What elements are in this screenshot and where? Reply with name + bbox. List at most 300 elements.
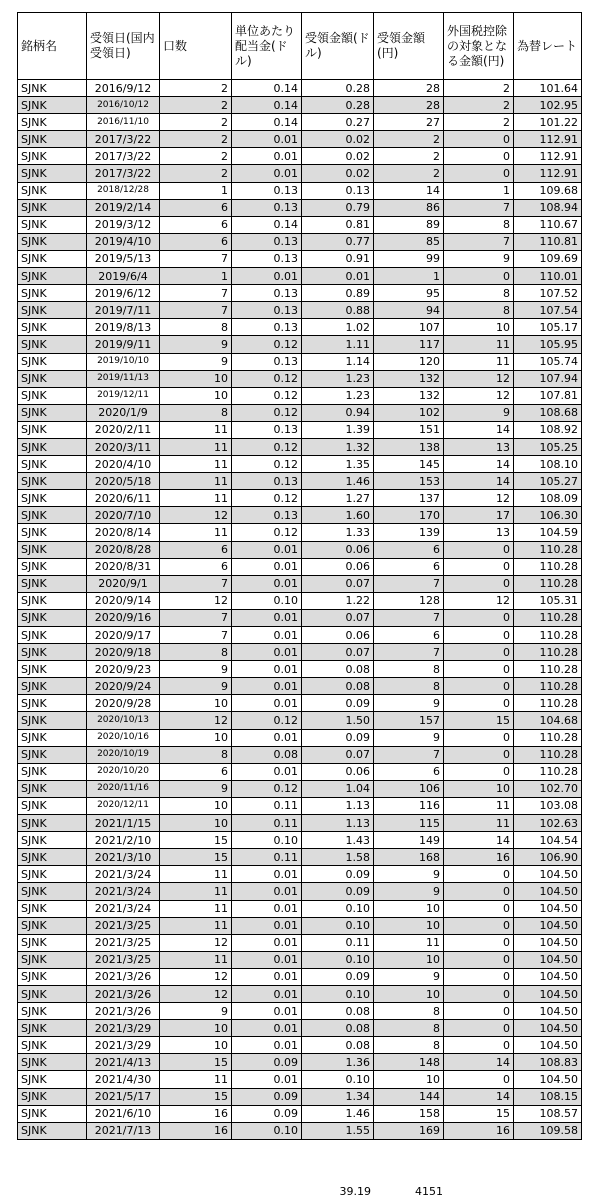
cell-foreign-tax-credit: 0 (444, 934, 514, 951)
table-row (18, 695, 582, 712)
cell-amount-jpy: 8 (374, 1003, 444, 1020)
cell-dividend-per-unit: 0.01 (232, 661, 302, 678)
cell-units: 11 (160, 917, 232, 934)
cell-stock-name: SJNK (18, 934, 87, 951)
cell-receipt-date: 2020/9/16 (87, 609, 160, 626)
table-row (18, 934, 582, 951)
cell-amount-jpy: 115 (374, 815, 444, 832)
cell-stock-name: SJNK (18, 780, 87, 797)
cell-units: 12 (160, 968, 232, 985)
cell-amount-jpy: 157 (374, 712, 444, 729)
cell-amount-usd: 0.81 (302, 216, 374, 233)
cell-amount-jpy: 14 (374, 182, 444, 199)
cell-exchange-rate: 110.28 (514, 763, 582, 780)
cell-amount-usd: 1.33 (302, 524, 374, 541)
table-row (18, 763, 582, 780)
cell-receipt-date: 2020/6/11 (87, 490, 160, 507)
table-row (18, 302, 582, 319)
cell-stock-name: SJNK (18, 97, 87, 114)
cell-foreign-tax-credit: 0 (444, 746, 514, 763)
cell-exchange-rate: 103.08 (514, 797, 582, 814)
cell-amount-jpy: 132 (374, 387, 444, 404)
table-row (18, 114, 582, 131)
cell-exchange-rate: 105.25 (514, 438, 582, 455)
cell-exchange-rate: 104.50 (514, 866, 582, 883)
cell-amount-jpy: 6 (374, 627, 444, 644)
cell-receipt-date: 2019/6/4 (87, 268, 160, 285)
cell-foreign-tax-credit: 14 (444, 1088, 514, 1105)
cell-exchange-rate: 110.81 (514, 233, 582, 250)
header-receipt-date: 受領日(国内受領日) (87, 13, 160, 80)
cell-amount-usd: 1.36 (302, 1054, 374, 1071)
cell-foreign-tax-credit: 0 (444, 575, 514, 592)
cell-units: 1 (160, 268, 232, 285)
cell-units: 15 (160, 1088, 232, 1105)
cell-dividend-per-unit: 0.01 (232, 575, 302, 592)
cell-receipt-date: 2021/3/25 (87, 951, 160, 968)
cell-units: 16 (160, 1105, 232, 1122)
cell-exchange-rate: 107.52 (514, 285, 582, 302)
cell-dividend-per-unit: 0.11 (232, 815, 302, 832)
cell-dividend-per-unit: 0.12 (232, 336, 302, 353)
cell-stock-name: SJNK (18, 729, 87, 746)
cell-foreign-tax-credit: 7 (444, 233, 514, 250)
cell-stock-name: SJNK (18, 712, 87, 729)
cell-foreign-tax-credit: 1 (444, 182, 514, 199)
cell-stock-name: SJNK (18, 199, 87, 216)
cell-receipt-date: 2021/3/24 (87, 883, 160, 900)
cell-receipt-date: 2021/3/29 (87, 1020, 160, 1037)
cell-foreign-tax-credit: 0 (444, 900, 514, 917)
cell-units: 9 (160, 780, 232, 797)
cell-units: 10 (160, 695, 232, 712)
cell-amount-usd: 0.07 (302, 575, 374, 592)
cell-stock-name: SJNK (18, 1054, 87, 1071)
cell-amount-jpy: 10 (374, 900, 444, 917)
cell-amount-jpy: 158 (374, 1105, 444, 1122)
table-row (18, 661, 582, 678)
cell-receipt-date: 2021/1/15 (87, 815, 160, 832)
cell-dividend-per-unit: 0.13 (232, 319, 302, 336)
cell-foreign-tax-credit: 11 (444, 797, 514, 814)
cell-receipt-date: 2021/3/26 (87, 968, 160, 985)
cell-dividend-per-unit: 0.01 (232, 541, 302, 558)
cell-amount-usd: 1.27 (302, 490, 374, 507)
cell-exchange-rate: 104.50 (514, 985, 582, 1002)
total-amount-usd: 39.19 (339, 1185, 371, 1198)
cell-stock-name: SJNK (18, 1003, 87, 1020)
table-row (18, 780, 582, 797)
cell-units: 10 (160, 729, 232, 746)
cell-receipt-date: 2021/4/13 (87, 1054, 160, 1071)
cell-dividend-per-unit: 0.12 (232, 387, 302, 404)
cell-amount-jpy: 85 (374, 233, 444, 250)
cell-amount-usd: 0.28 (302, 97, 374, 114)
cell-stock-name: SJNK (18, 1071, 87, 1088)
cell-exchange-rate: 110.28 (514, 729, 582, 746)
cell-receipt-date: 2020/10/19 (87, 746, 160, 763)
cell-dividend-per-unit: 0.01 (232, 866, 302, 883)
cell-units: 11 (160, 490, 232, 507)
cell-dividend-per-unit: 0.09 (232, 1105, 302, 1122)
cell-foreign-tax-credit: 0 (444, 866, 514, 883)
header-amount-jpy: 受領金額(円) (374, 13, 444, 80)
cell-exchange-rate: 110.28 (514, 695, 582, 712)
table-row (18, 1054, 582, 1071)
table-row (18, 678, 582, 695)
cell-units: 12 (160, 507, 232, 524)
cell-amount-jpy: 10 (374, 1071, 444, 1088)
cell-exchange-rate: 104.50 (514, 917, 582, 934)
cell-units: 7 (160, 575, 232, 592)
cell-stock-name: SJNK (18, 558, 87, 575)
cell-foreign-tax-credit: 0 (444, 678, 514, 695)
cell-amount-jpy: 116 (374, 797, 444, 814)
table-row (18, 387, 582, 404)
cell-receipt-date: 2021/6/10 (87, 1105, 160, 1122)
cell-receipt-date: 2020/9/1 (87, 575, 160, 592)
cell-receipt-date: 2019/5/13 (87, 250, 160, 267)
cell-dividend-per-unit: 0.13 (232, 473, 302, 490)
cell-units: 7 (160, 627, 232, 644)
cell-units: 1 (160, 182, 232, 199)
cell-exchange-rate: 110.28 (514, 558, 582, 575)
cell-amount-usd: 0.08 (302, 1037, 374, 1054)
cell-amount-usd: 0.08 (302, 678, 374, 695)
cell-amount-jpy: 7 (374, 575, 444, 592)
cell-amount-usd: 1.04 (302, 780, 374, 797)
cell-foreign-tax-credit: 11 (444, 336, 514, 353)
cell-units: 9 (160, 661, 232, 678)
cell-stock-name: SJNK (18, 1037, 87, 1054)
cell-exchange-rate: 102.70 (514, 780, 582, 797)
cell-stock-name: SJNK (18, 951, 87, 968)
cell-units: 11 (160, 883, 232, 900)
cell-amount-usd: 0.13 (302, 182, 374, 199)
cell-stock-name: SJNK (18, 131, 87, 148)
cell-stock-name: SJNK (18, 832, 87, 849)
cell-amount-usd: 0.10 (302, 917, 374, 934)
cell-foreign-tax-credit: 2 (444, 97, 514, 114)
cell-receipt-date: 2019/12/11 (87, 387, 160, 404)
cell-receipt-date: 2020/9/17 (87, 627, 160, 644)
cell-amount-jpy: 8 (374, 678, 444, 695)
cell-units: 11 (160, 473, 232, 490)
cell-units: 10 (160, 1037, 232, 1054)
cell-stock-name: SJNK (18, 917, 87, 934)
cell-amount-usd: 1.32 (302, 438, 374, 455)
table-row (18, 438, 582, 455)
cell-exchange-rate: 109.58 (514, 1122, 582, 1139)
table-row (18, 832, 582, 849)
table-body (18, 80, 582, 1140)
cell-stock-name: SJNK (18, 285, 87, 302)
cell-units: 2 (160, 131, 232, 148)
cell-amount-jpy: 28 (374, 80, 444, 97)
table-row (18, 951, 582, 968)
cell-amount-jpy: 9 (374, 866, 444, 883)
cell-units: 6 (160, 558, 232, 575)
cell-receipt-date: 2020/8/28 (87, 541, 160, 558)
cell-units: 8 (160, 404, 232, 421)
cell-receipt-date: 2016/10/12 (87, 97, 160, 114)
cell-stock-name: SJNK (18, 592, 87, 609)
cell-amount-usd: 0.10 (302, 1071, 374, 1088)
table-row (18, 1037, 582, 1054)
cell-receipt-date: 2019/7/11 (87, 302, 160, 319)
cell-amount-usd: 0.88 (302, 302, 374, 319)
cell-amount-usd: 1.34 (302, 1088, 374, 1105)
cell-amount-usd: 1.46 (302, 473, 374, 490)
cell-amount-jpy: 8 (374, 1020, 444, 1037)
cell-receipt-date: 2021/3/29 (87, 1037, 160, 1054)
cell-dividend-per-unit: 0.01 (232, 678, 302, 695)
cell-amount-usd: 0.02 (302, 148, 374, 165)
cell-exchange-rate: 104.50 (514, 1037, 582, 1054)
cell-dividend-per-unit: 0.09 (232, 1054, 302, 1071)
cell-amount-usd: 1.60 (302, 507, 374, 524)
cell-stock-name: SJNK (18, 490, 87, 507)
cell-receipt-date: 2020/7/10 (87, 507, 160, 524)
cell-exchange-rate: 110.28 (514, 575, 582, 592)
cell-dividend-per-unit: 0.12 (232, 404, 302, 421)
table-row (18, 729, 582, 746)
cell-dividend-per-unit: 0.10 (232, 1122, 302, 1139)
cell-receipt-date: 2019/10/10 (87, 353, 160, 370)
cell-receipt-date: 2020/1/9 (87, 404, 160, 421)
header-dividend-per-unit: 単位あたり配当金(ドル) (232, 13, 302, 80)
cell-amount-jpy: 137 (374, 490, 444, 507)
table-row (18, 182, 582, 199)
header-units: 口数 (160, 13, 232, 80)
cell-units: 6 (160, 763, 232, 780)
cell-units: 7 (160, 285, 232, 302)
cell-dividend-per-unit: 0.12 (232, 370, 302, 387)
cell-exchange-rate: 104.50 (514, 883, 582, 900)
cell-foreign-tax-credit: 0 (444, 165, 514, 182)
cell-exchange-rate: 110.67 (514, 216, 582, 233)
cell-receipt-date: 2021/3/24 (87, 900, 160, 917)
cell-dividend-per-unit: 0.09 (232, 1088, 302, 1105)
cell-units: 15 (160, 849, 232, 866)
cell-stock-name: SJNK (18, 849, 87, 866)
cell-amount-jpy: 128 (374, 592, 444, 609)
cell-amount-jpy: 138 (374, 438, 444, 455)
cell-units: 11 (160, 866, 232, 883)
cell-foreign-tax-credit: 0 (444, 661, 514, 678)
cell-dividend-per-unit: 0.13 (232, 302, 302, 319)
cell-amount-jpy: 2 (374, 165, 444, 182)
table-row (18, 1122, 582, 1139)
cell-amount-jpy: 139 (374, 524, 444, 541)
cell-amount-usd: 1.35 (302, 456, 374, 473)
cell-receipt-date: 2019/6/12 (87, 285, 160, 302)
cell-stock-name: SJNK (18, 575, 87, 592)
cell-amount-jpy: 8 (374, 661, 444, 678)
cell-amount-jpy: 8 (374, 1037, 444, 1054)
cell-amount-jpy: 9 (374, 968, 444, 985)
cell-exchange-rate: 110.28 (514, 678, 582, 695)
cell-foreign-tax-credit: 0 (444, 695, 514, 712)
cell-units: 11 (160, 1071, 232, 1088)
table-row (18, 917, 582, 934)
table-row (18, 319, 582, 336)
cell-stock-name: SJNK (18, 985, 87, 1002)
cell-receipt-date: 2020/5/18 (87, 473, 160, 490)
cell-units: 10 (160, 1020, 232, 1037)
cell-amount-jpy: 10 (374, 985, 444, 1002)
cell-dividend-per-unit: 0.01 (232, 644, 302, 661)
cell-amount-jpy: 99 (374, 250, 444, 267)
cell-exchange-rate: 104.54 (514, 832, 582, 849)
cell-stock-name: SJNK (18, 797, 87, 814)
cell-receipt-date: 2019/9/11 (87, 336, 160, 353)
cell-amount-jpy: 9 (374, 695, 444, 712)
table-row (18, 97, 582, 114)
table-row (18, 199, 582, 216)
cell-stock-name: SJNK (18, 627, 87, 644)
cell-dividend-per-unit: 0.12 (232, 456, 302, 473)
cell-amount-jpy: 7 (374, 644, 444, 661)
cell-dividend-per-unit: 0.13 (232, 199, 302, 216)
cell-stock-name: SJNK (18, 763, 87, 780)
dividend-table (17, 12, 582, 1140)
cell-amount-jpy: 120 (374, 353, 444, 370)
table-row (18, 746, 582, 763)
cell-stock-name: SJNK (18, 968, 87, 985)
table-row (18, 268, 582, 285)
cell-foreign-tax-credit: 7 (444, 199, 514, 216)
cell-exchange-rate: 105.95 (514, 336, 582, 353)
cell-dividend-per-unit: 0.01 (232, 558, 302, 575)
table-row (18, 541, 582, 558)
cell-amount-jpy: 6 (374, 558, 444, 575)
cell-exchange-rate: 108.92 (514, 421, 582, 438)
cell-stock-name: SJNK (18, 507, 87, 524)
cell-exchange-rate: 107.54 (514, 302, 582, 319)
cell-stock-name: SJNK (18, 233, 87, 250)
cell-units: 10 (160, 387, 232, 404)
cell-amount-usd: 1.23 (302, 370, 374, 387)
cell-units: 2 (160, 165, 232, 182)
cell-exchange-rate: 104.50 (514, 900, 582, 917)
cell-stock-name: SJNK (18, 644, 87, 661)
cell-dividend-per-unit: 0.01 (232, 985, 302, 1002)
cell-amount-usd: 0.89 (302, 285, 374, 302)
cell-dividend-per-unit: 0.12 (232, 438, 302, 455)
header-foreign-tax-credit: 外国税控除の対象となる金額(円) (444, 13, 514, 80)
table-row (18, 353, 582, 370)
cell-dividend-per-unit: 0.01 (232, 609, 302, 626)
cell-dividend-per-unit: 0.01 (232, 1037, 302, 1054)
cell-exchange-rate: 109.69 (514, 250, 582, 267)
cell-dividend-per-unit: 0.13 (232, 233, 302, 250)
cell-foreign-tax-credit: 9 (444, 250, 514, 267)
table-row (18, 421, 582, 438)
cell-amount-usd: 0.07 (302, 644, 374, 661)
cell-exchange-rate: 110.28 (514, 661, 582, 678)
cell-stock-name: SJNK (18, 421, 87, 438)
cell-foreign-tax-credit: 11 (444, 815, 514, 832)
cell-receipt-date: 2021/4/30 (87, 1071, 160, 1088)
table-row (18, 592, 582, 609)
cell-amount-usd: 0.06 (302, 627, 374, 644)
cell-amount-usd: 0.02 (302, 131, 374, 148)
cell-receipt-date: 2020/11/16 (87, 780, 160, 797)
header-exchange-rate: 為替レート (514, 13, 582, 80)
cell-amount-usd: 0.08 (302, 1003, 374, 1020)
cell-amount-usd: 0.09 (302, 866, 374, 883)
cell-exchange-rate: 104.50 (514, 1071, 582, 1088)
cell-units: 6 (160, 216, 232, 233)
cell-amount-usd: 0.01 (302, 268, 374, 285)
cell-stock-name: SJNK (18, 1088, 87, 1105)
cell-amount-jpy: 9 (374, 729, 444, 746)
cell-units: 9 (160, 353, 232, 370)
cell-units: 2 (160, 80, 232, 97)
table-row (18, 968, 582, 985)
cell-amount-jpy: 102 (374, 404, 444, 421)
table-row (18, 148, 582, 165)
cell-amount-usd: 0.27 (302, 114, 374, 131)
cell-foreign-tax-credit: 13 (444, 438, 514, 455)
cell-stock-name: SJNK (18, 456, 87, 473)
cell-foreign-tax-credit: 0 (444, 627, 514, 644)
cell-exchange-rate: 101.64 (514, 80, 582, 97)
cell-dividend-per-unit: 0.13 (232, 285, 302, 302)
cell-dividend-per-unit: 0.01 (232, 627, 302, 644)
cell-exchange-rate: 101.22 (514, 114, 582, 131)
cell-foreign-tax-credit: 0 (444, 1020, 514, 1037)
cell-receipt-date: 2020/8/31 (87, 558, 160, 575)
cell-receipt-date: 2020/10/16 (87, 729, 160, 746)
cell-units: 8 (160, 644, 232, 661)
cell-dividend-per-unit: 0.01 (232, 695, 302, 712)
cell-amount-usd: 1.13 (302, 797, 374, 814)
cell-amount-usd: 1.11 (302, 336, 374, 353)
cell-receipt-date: 2020/9/24 (87, 678, 160, 695)
cell-amount-usd: 0.09 (302, 729, 374, 746)
cell-exchange-rate: 108.09 (514, 490, 582, 507)
cell-units: 15 (160, 832, 232, 849)
cell-foreign-tax-credit: 14 (444, 473, 514, 490)
cell-receipt-date: 2021/5/17 (87, 1088, 160, 1105)
cell-units: 8 (160, 319, 232, 336)
cell-units: 11 (160, 524, 232, 541)
cell-amount-usd: 1.02 (302, 319, 374, 336)
cell-stock-name: SJNK (18, 1020, 87, 1037)
cell-foreign-tax-credit: 8 (444, 285, 514, 302)
cell-dividend-per-unit: 0.08 (232, 746, 302, 763)
cell-units: 12 (160, 592, 232, 609)
cell-units: 11 (160, 438, 232, 455)
cell-exchange-rate: 108.57 (514, 1105, 582, 1122)
table-row (18, 900, 582, 917)
cell-stock-name: SJNK (18, 353, 87, 370)
cell-foreign-tax-credit: 0 (444, 131, 514, 148)
cell-amount-usd: 0.10 (302, 951, 374, 968)
cell-receipt-date: 2020/2/11 (87, 421, 160, 438)
cell-foreign-tax-credit: 12 (444, 592, 514, 609)
cell-exchange-rate: 104.50 (514, 934, 582, 951)
cell-receipt-date: 2016/9/12 (87, 80, 160, 97)
cell-amount-jpy: 27 (374, 114, 444, 131)
cell-units: 16 (160, 1122, 232, 1139)
cell-amount-usd: 0.10 (302, 900, 374, 917)
table-row (18, 1105, 582, 1122)
cell-stock-name: SJNK (18, 883, 87, 900)
cell-amount-usd: 1.14 (302, 353, 374, 370)
